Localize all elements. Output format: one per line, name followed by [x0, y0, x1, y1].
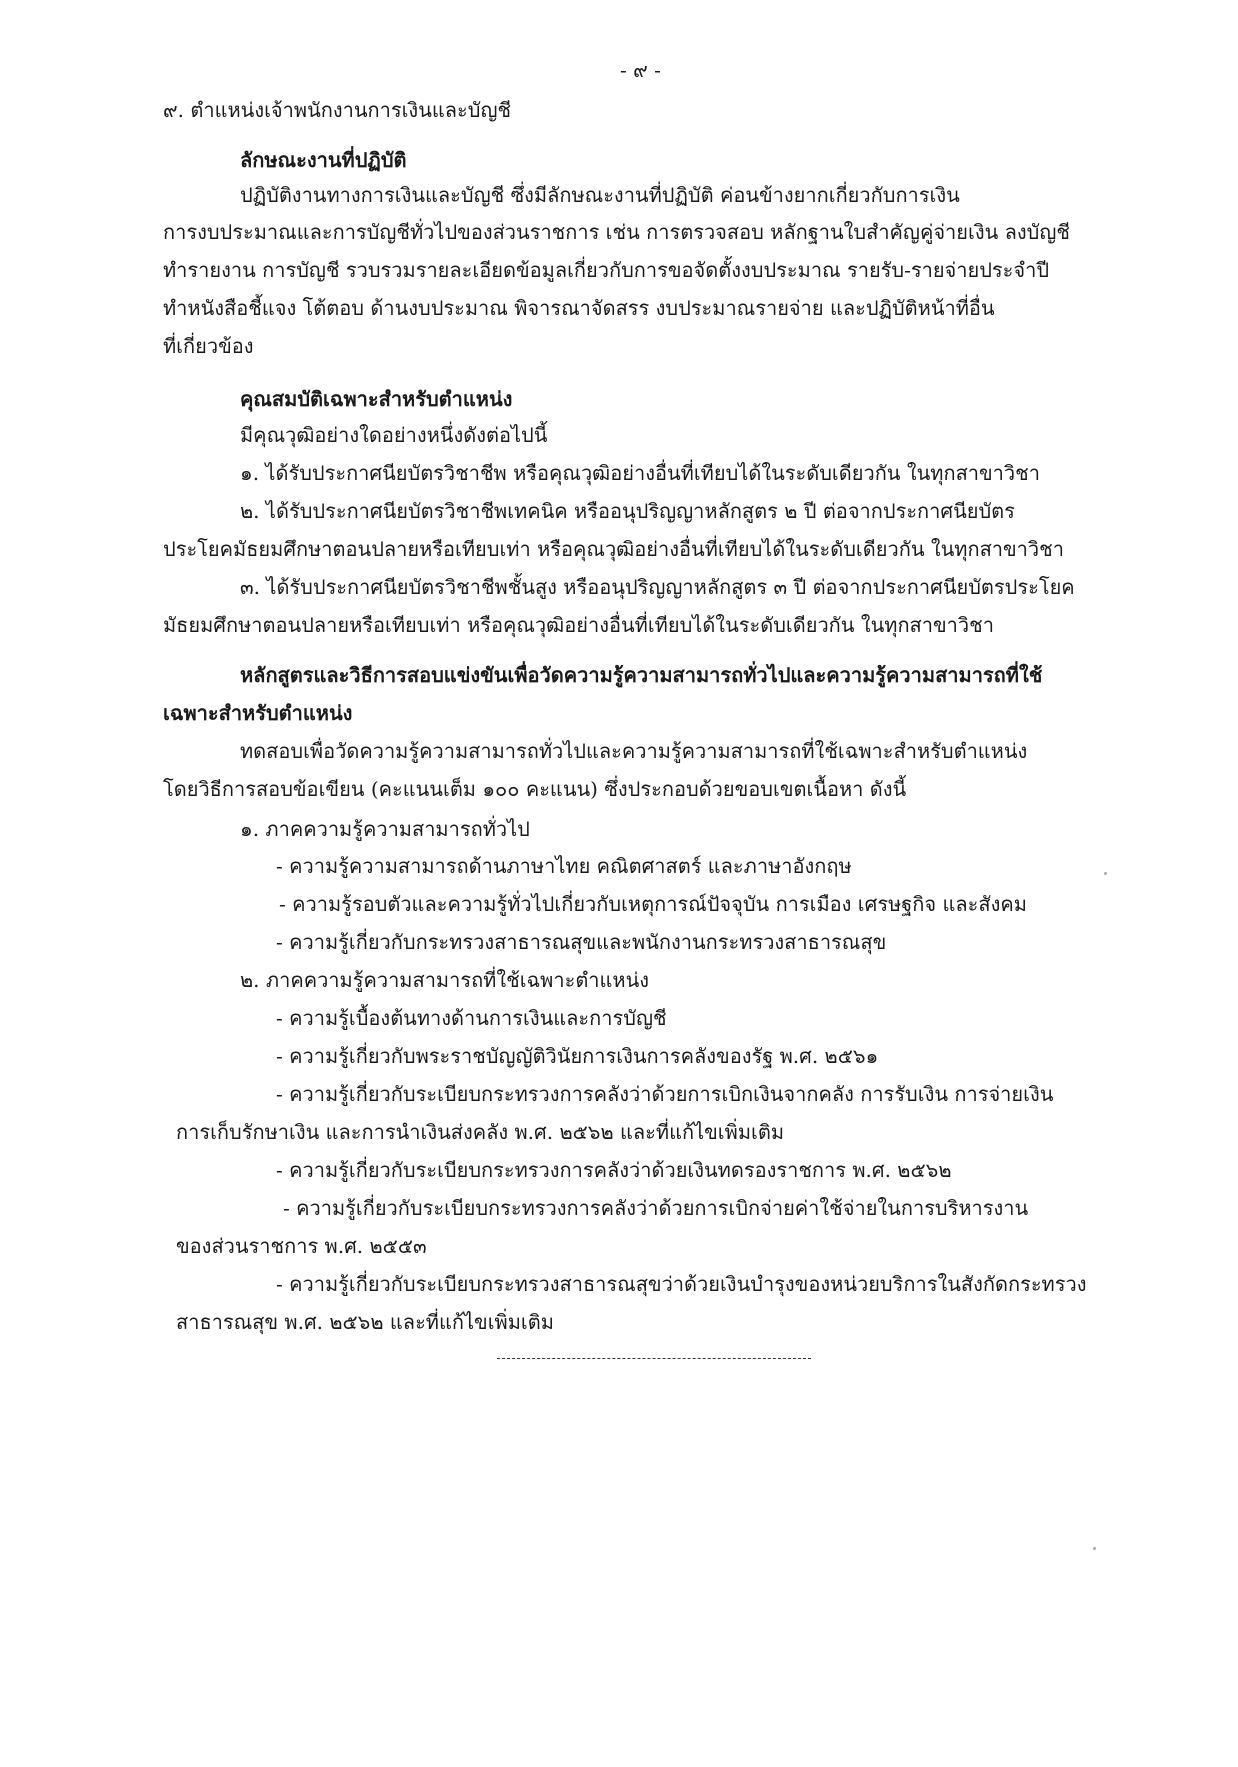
exam-heading: เฉพาะสำหรับตำแหน่ง — [163, 701, 353, 725]
qualification-item: ๒. ได้รับประกาศนียบัตรวิชาชีพเทคนิค หรืออนุปริญญาหลักสูตร ๒ ปี ต่อจากประกาศนียบัตร — [240, 499, 1015, 523]
exam-part-2-item: - ความรู้เกี่ยวกับระเบียบกระทรวงการคลังว่าด้วยเงินทดรองราชการ พ.ศ. ๒๕๖๒ — [276, 1158, 952, 1182]
exam-intro: โดยวิธีการสอบข้อเขียน (คะแนนเต็ม ๑๐๐ คะแนน) ซึ่งประกอบด้วยขอบเขตเนื้อหา ดังนี้ — [163, 777, 907, 801]
exam-part-2-item: - ความรู้เกี่ยวกับพระราชบัญญัติวินัยการเงินการคลังของรัฐ พ.ศ. ๒๕๖๑ — [276, 1044, 879, 1068]
exam-part-1-item: - ความรู้ความสามารถด้านภาษาไทย คณิตศาสตร์ และภาษาอังกฤษ — [276, 854, 852, 878]
exam-part-2-item: ของส่วนราชการ พ.ศ. ๒๕๕๓ — [176, 1234, 427, 1258]
exam-part-1-title: ๑. ภาคความรู้ความสามารถทั่วไป — [240, 817, 530, 841]
end-divider — [497, 1358, 811, 1359]
duties-line: ที่เกี่ยวข้อง — [163, 334, 254, 358]
exam-part-2-item: - ความรู้เบื้องต้นทางด้านการเงินและการบัญชี — [276, 1006, 667, 1030]
exam-part-2-title: ๒. ภาคความรู้ความสามารถที่ใช้เฉพาะตำแหน่ง — [240, 968, 650, 992]
duties-line: การงบประมาณและการบัญชีทั่วไปของส่วนราชการ เช่น การตรวจสอบ หลักฐานใบสำคัญคู่จ่ายเงิน ลงบัญชี — [163, 220, 1070, 244]
duties-heading: ลักษณะงานที่ปฏิบัติ — [240, 148, 407, 172]
qualifications-intro: มีคุณวุฒิอย่างใดอย่างหนึ่งดังต่อไปนี้ — [240, 423, 548, 447]
duties-line: ปฏิบัติงานทางการเงินและบัญชี ซึ่งมีลักษณะงานที่ปฏิบัติ ค่อนข้างยากเกี่ยวกับการเงิน — [240, 183, 960, 207]
position-title: ๙. ตำแหน่งเจ้าพนักงานการเงินและบัญชี — [163, 98, 512, 122]
exam-part-2-item: - ความรู้เกี่ยวกับระเบียบกระทรวงสาธารณสุขว่าด้วยเงินบำรุงของหน่วยบริการในสังกัดกระทรวง — [276, 1272, 1087, 1296]
duties-line: ทำรายงาน การบัญชี รวบรวมรายละเอียดข้อมูลเกี่ยวกับการขอจัดตั้งงบประมาณ รายรับ-รายจ่ายประจำปี — [163, 258, 1050, 282]
exam-part-1-item: - ความรู้เกี่ยวกับกระทรวงสาธารณสุขและพนักงานกระทรวงสาธารณสุข — [276, 930, 887, 954]
exam-part-2-item: - ความรู้เกี่ยวกับระเบียบกระทรวงการคลังว่าด้วยการเบิกจ่ายค่าใช้จ่ายในการบริหารงาน — [283, 1196, 1029, 1220]
exam-part-2-item: - ความรู้เกี่ยวกับระเบียบกระทรวงการคลังว่าด้วยการเบิกเงินจากคลัง การรับเงิน การจ่ายเงิน — [276, 1082, 1054, 1106]
qualifications-heading: คุณสมบัติเฉพาะสำหรับตำแหน่ง — [240, 387, 513, 411]
scan-speck — [1104, 872, 1107, 875]
qualification-item: มัธยมศึกษาตอนปลายหรือเทียบเท่า หรือคุณวุฒิอย่างอื่นที่เทียบได้ในระดับเดียวกัน ในทุกสาขาวิชา — [163, 613, 994, 637]
exam-heading: หลักสูตรและวิธีการสอบแข่งขันเพื่อวัดความรู้ความสามารถทั่วไปและความรู้ความสามารถที่ใช้ — [240, 663, 1043, 687]
qualification-item: ๓. ได้รับประกาศนียบัตรวิชาชีพชั้นสูง หรืออนุปริญญาหลักสูตร ๓ ปี ต่อจากประกาศนียบัตรประโยค — [240, 575, 1075, 599]
exam-intro: ทดสอบเพื่อวัดความรู้ความสามารถทั่วไปและความรู้ความสามารถที่ใช้เฉพาะสำหรับตำแหน่ง — [240, 739, 1028, 763]
duties-line: ทำหนังสือชี้แจง โต้ตอบ ด้านงบประมาณ พิจารณาจัดสรร งบประมาณรายจ่าย และปฏิบัติหน้าที่อื่น — [163, 296, 995, 320]
scan-speck — [1093, 1547, 1096, 1550]
qualification-item: ประโยคมัธยมศึกษาตอนปลายหรือเทียบเท่า หรือคุณวุฒิอย่างอื่นที่เทียบได้ในระดับเดียวกัน ในทุกสาขาวิชา — [163, 537, 1064, 561]
page-number: - ๙ - — [620, 58, 661, 82]
exam-part-2-item: การเก็บรักษาเงิน และการนำเงินส่งคลัง พ.ศ. ๒๕๖๒ และที่แก้ไขเพิ่มเติม — [176, 1120, 785, 1144]
exam-part-2-item: สาธารณสุข พ.ศ. ๒๕๖๒ และที่แก้ไขเพิ่มเติม — [176, 1310, 554, 1334]
exam-part-1-item: - ความรู้รอบตัวและความรู้ทั่วไปเกี่ยวกับเหตุการณ์ปัจจุบัน การเมือง เศรษฐกิจ และสังคม — [279, 892, 1027, 916]
qualification-item: ๑. ได้รับประกาศนียบัตรวิชาชีพ หรือคุณวุฒิอย่างอื่นที่เทียบได้ในระดับเดียวกัน ในทุกสาขาวิชา — [240, 461, 1040, 485]
